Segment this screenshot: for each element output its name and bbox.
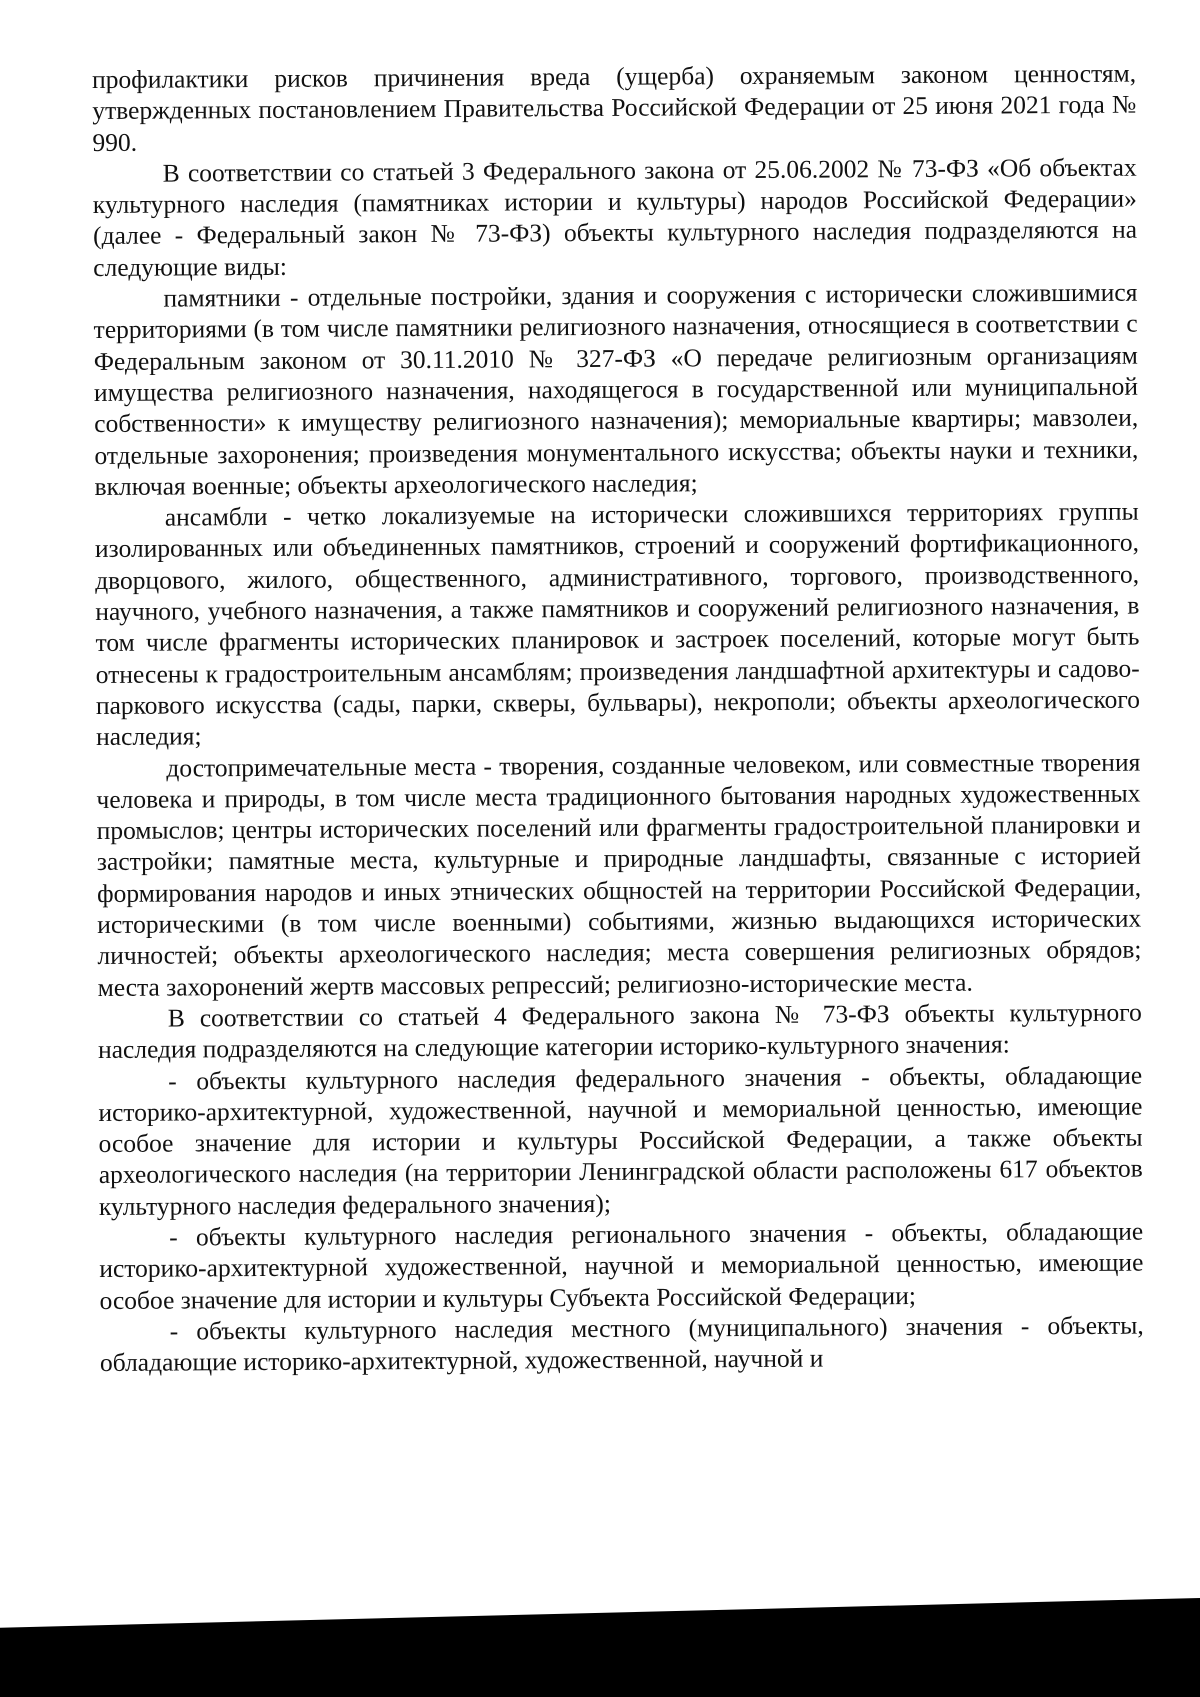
document-body xyxy=(92,58,1144,1379)
scan-border-bottom xyxy=(0,1598,1200,1697)
paragraph-article-4-intro: В соответствии со статьей 4 Федерального закона № 73-ФЗ объекты культурного наследия подразделяются на следующие категории историко-культурного значения: xyxy=(97,997,1142,1065)
paragraph-landmarks: достопримечательные места - творения, созданные человеком, или совместные творения человека и природы, в том числе места традиционного бытования народных художественных промыслов; центры исторических поселений или фрагменты градостроительной планировки и застройки; памятные места, культурные и природные ландшафты, связанные с историей формирования народов и иных этнических общностей на территории Российской Федерации, историческими (в том числе военными) событиями, жизнью выдающихся исторических личностей; объекты археологического наследия; места совершения религиозных обрядов; места захоронений жертв массовых репрессий; религиозно-исторические места. xyxy=(96,747,1142,1002)
list-item-local: - объекты культурного наследия местного (муниципального) значения - объекты, обладающие историко-архитектурной, художественной, научной и xyxy=(99,1310,1144,1378)
paragraph-continuation: профилактики рисков причинения вреда (ущерба) охраняемым законом ценностям, утвержденных постановлением Правительства Российской Федерации от 25 июня 2021 года № 990. xyxy=(92,58,1137,157)
paragraph-ensembles: ансамбли - четко локализуемые на исторически сложившихся территориях группы изолированных или объединенных памятников, строений и сооружений фортификационного, дворцового, жилого, общественного, административного, торгового, производственного, научного, учебного назначения, а также памятников и сооружений религиозного назначения, в том числе фрагменты исторических планировок и застроек поселений, которые могут быть отнесены к градостроительным ансамблям; произведения ландшафтной архитектуры и садово-паркового искусства (сады, парки, скверы, бульвары), некрополи; объекты археологического наследия; xyxy=(94,496,1140,752)
list-item-regional: - объекты культурного наследия регионального значения - объекты, обладающие историко-архитектурной художественной, научной и мемориальной ценностью, имеющие особое значение для истории и культуры Субъекта Российской Федерации; xyxy=(99,1216,1144,1315)
paragraph-article-3-intro: В соответствии со статьей 3 Федерального закона от 25.06.2002 № 73-ФЗ «Об объектах культурного наследия (памятниках истории и культуры) народов Российской Федерации» (далее - Федеральный закон № 73-ФЗ) объекты культурного наследия подразделяются на следующие виды: xyxy=(92,152,1138,282)
list-item-federal: - объекты культурного наследия федерального значения - объекты, обладающие историко-архитектурной, художественной, научной и мемориальной ценностью, имеющие особое значение для истории и культуры Российской Федерации, а также объекты археологического наследия (на территории Ленинградской области расположены 617 объектов культурного наследия федерального значения); xyxy=(98,1060,1143,1221)
paragraph-monuments: памятники - отдельные постройки, здания и сооружения с исторически сложившимися территориями (в том числе памятники религиозного назначения, относящиеся в соответствии с Федеральным законом от 30.11.2010 № 327-ФЗ «О передаче религиозным организациям имущества религиозного назначения, находящегося в государственной или муниципальной собственности» к имуществу религиозного назначения); мемориальные квартиры; мавзолеи, отдельные захоронения; произведения монументального искусства; объекты науки и техники, включая военные; объекты археологического наследия; xyxy=(93,277,1139,501)
